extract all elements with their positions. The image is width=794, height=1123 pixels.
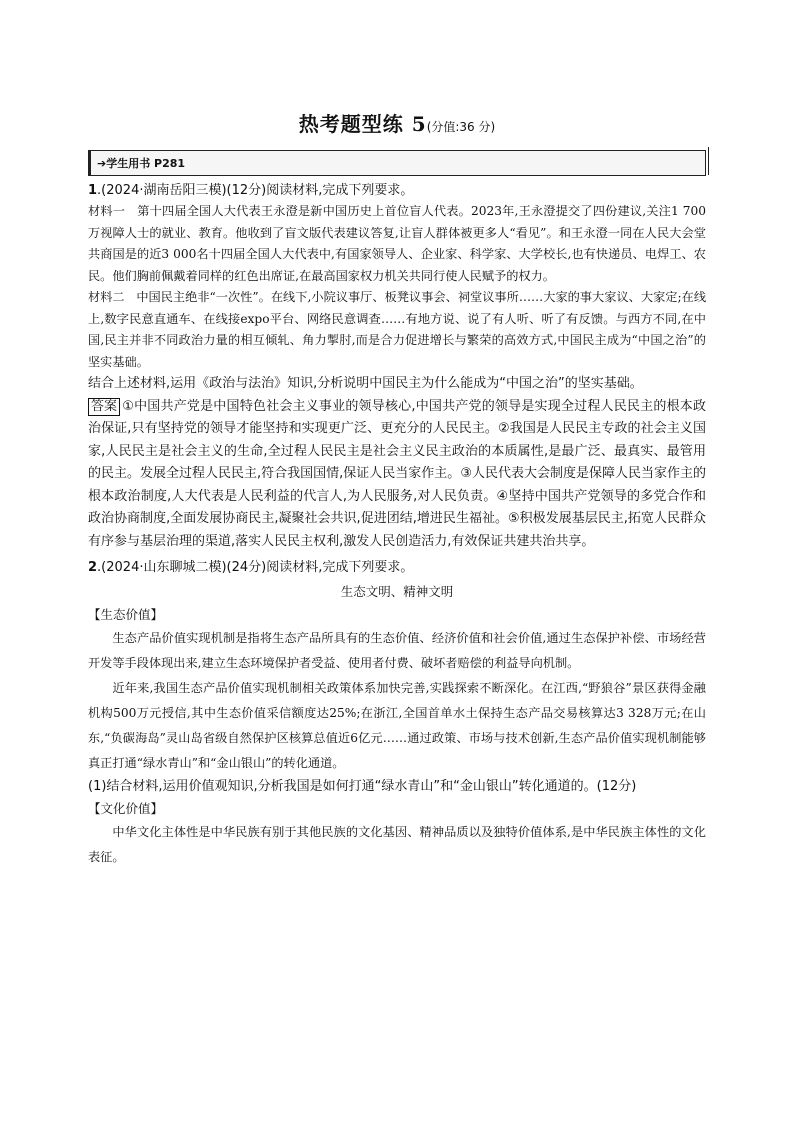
title-main: 热考题型练 5: [298, 112, 427, 136]
q2-section2-para1: 中华文化主体性是中华民族有别于其他民族的文化基因、精神品质以及独特价值体系,是中华民族主体性的文化表征。: [88, 825, 706, 864]
q1-answer: [88, 396, 706, 554]
arrow-right-icon: ➔: [97, 157, 107, 170]
q1-question: 结合上述材料,运用《政治与法治》知识,分析说明中国民主为什么能成为“中国之治”的坚实基础。: [88, 376, 643, 391]
q1-number: 1: [88, 183, 98, 198]
q2-center-title: 生态文明、精神文明: [340, 584, 454, 599]
q1-material2-text: 中国民主绝非“一次性”。在线下,小院议事厅、板凳议事会、祠堂议事所……大家的事大家议、大家定;在线上,数字民意直通车、在线接expo平台、网络民意调查……有地方说、说了有人听、听了有反馈。与西方不同,在中国,民主并非不同政治力量的相互倾轧、角力掣肘,而是合力促进增长与繁荣的高效方式,中国民主成为“中国之治”的坚实基础。: [88, 290, 707, 369]
book-reference-text: 学生用书 P281: [106, 157, 186, 170]
book-reference: [97, 155, 185, 171]
document-page: [88, 100, 706, 870]
title-score-note: (分值:36 分): [426, 120, 496, 134]
q2-subquestion-1: (1)结合材料,运用价值观知识,分析我国是如何打通“绿水青山”和“金山银山”转化通道的。(12分): [88, 779, 637, 794]
page-title: [88, 108, 706, 144]
q1-stem: [88, 180, 706, 201]
q1-material2: [88, 287, 706, 373]
q1-material1: [88, 201, 706, 287]
answer-tag: 答案: [88, 398, 120, 416]
q2-stem: [88, 557, 706, 578]
q2-section1-para1: 生态产品价值实现机制是指将生态产品所具有的生态价值、经济价值和社会价值,通过生态保护补偿、市场经营开发等手段体现出来,建立生态环境保护者受益、使用者付费、破坏者赔偿的利益导向机制。: [88, 631, 706, 670]
q2-section2-label: 【文化价值】: [88, 801, 164, 816]
q2-number: 2: [88, 560, 98, 575]
q1-material2-label: 材料二: [88, 290, 125, 304]
q1-material1-text: 第十四届全国人大代表王永澄是新中国历史上首位盲人代表。2023年,王永澄提交了四份建议,关注1 700万视障人士的就业、教育。他收到了盲文版代表建议答复,让盲人群体被更多人“看见”。和王永澄一同在人民大会堂共商国是的近3 000名十四届全国人大代表中,有国家领导人、企业家、科学家、大学校长,也有快递员、电焊工、农民。他们胸前佩戴着同样的红色出席证,在最高国家权力机关共同行使人民赋予的权力。: [88, 204, 707, 283]
q2-stem-text: .(2024·山东聊城二模)(24分)阅读材料,完成下列要求。: [97, 560, 414, 575]
q1-material1-label: 材料一: [88, 204, 126, 218]
q1-stem-text: .(2024·湖南岳阳三模)(12分)阅读材料,完成下列要求。: [97, 183, 414, 198]
q2-section1-label: 【生态价值】: [88, 607, 164, 622]
q2-section1-para2: 近年来,我国生态产品价值实现机制相关政策体系加快完善,实践探索不断深化。在江西,“野狼谷”景区获得金融机构500万元授信,其中生态价值采信额度达25%;在浙江,全国首单水土保持生态产品交易核算达3 328万元;在山东,“负碳海岛”灵山岛省级自然保护区核算总值近6亿元……通过政策、市场与技术创新,生态产品价值实现机制能够真正打通“绿水青山”和“金山银山”的转化通道。: [88, 681, 706, 770]
bar-edge: [704, 147, 709, 175]
book-reference-bar: [88, 150, 706, 176]
q1-answer-text: ①中国共产党是中国特色社会主义事业的领导核心,中国共产党的领导是实现全过程人民民主的根本政治保证,只有坚持党的领导才能坚持和实现更广泛、更充分的人民民主。②我国是人民民主专政的社会主义国家,人民民主是社会主义的生命,全过程人民民主是社会主义民主政治的本质属性,是最广泛、最真实、最管用的民主。发展全过程人民民主,符合我国国情,保证人民当家作主。③人民代表大会制度是保障人民当家作主的根本政治制度,人大代表是人民利益的代言人,为人民服务,对人民负责。④坚持中国共产党领导的多党合作和政治协商制度,全面发展协商民主,凝聚社会共识,促进团结,增进民生福祉。⑤积极发展基层民主,拓宽人民群众有序参与基层治理的渠道,落实人民民主权利,激发人民创造活力,有效保证共建共治共享。: [88, 398, 706, 549]
